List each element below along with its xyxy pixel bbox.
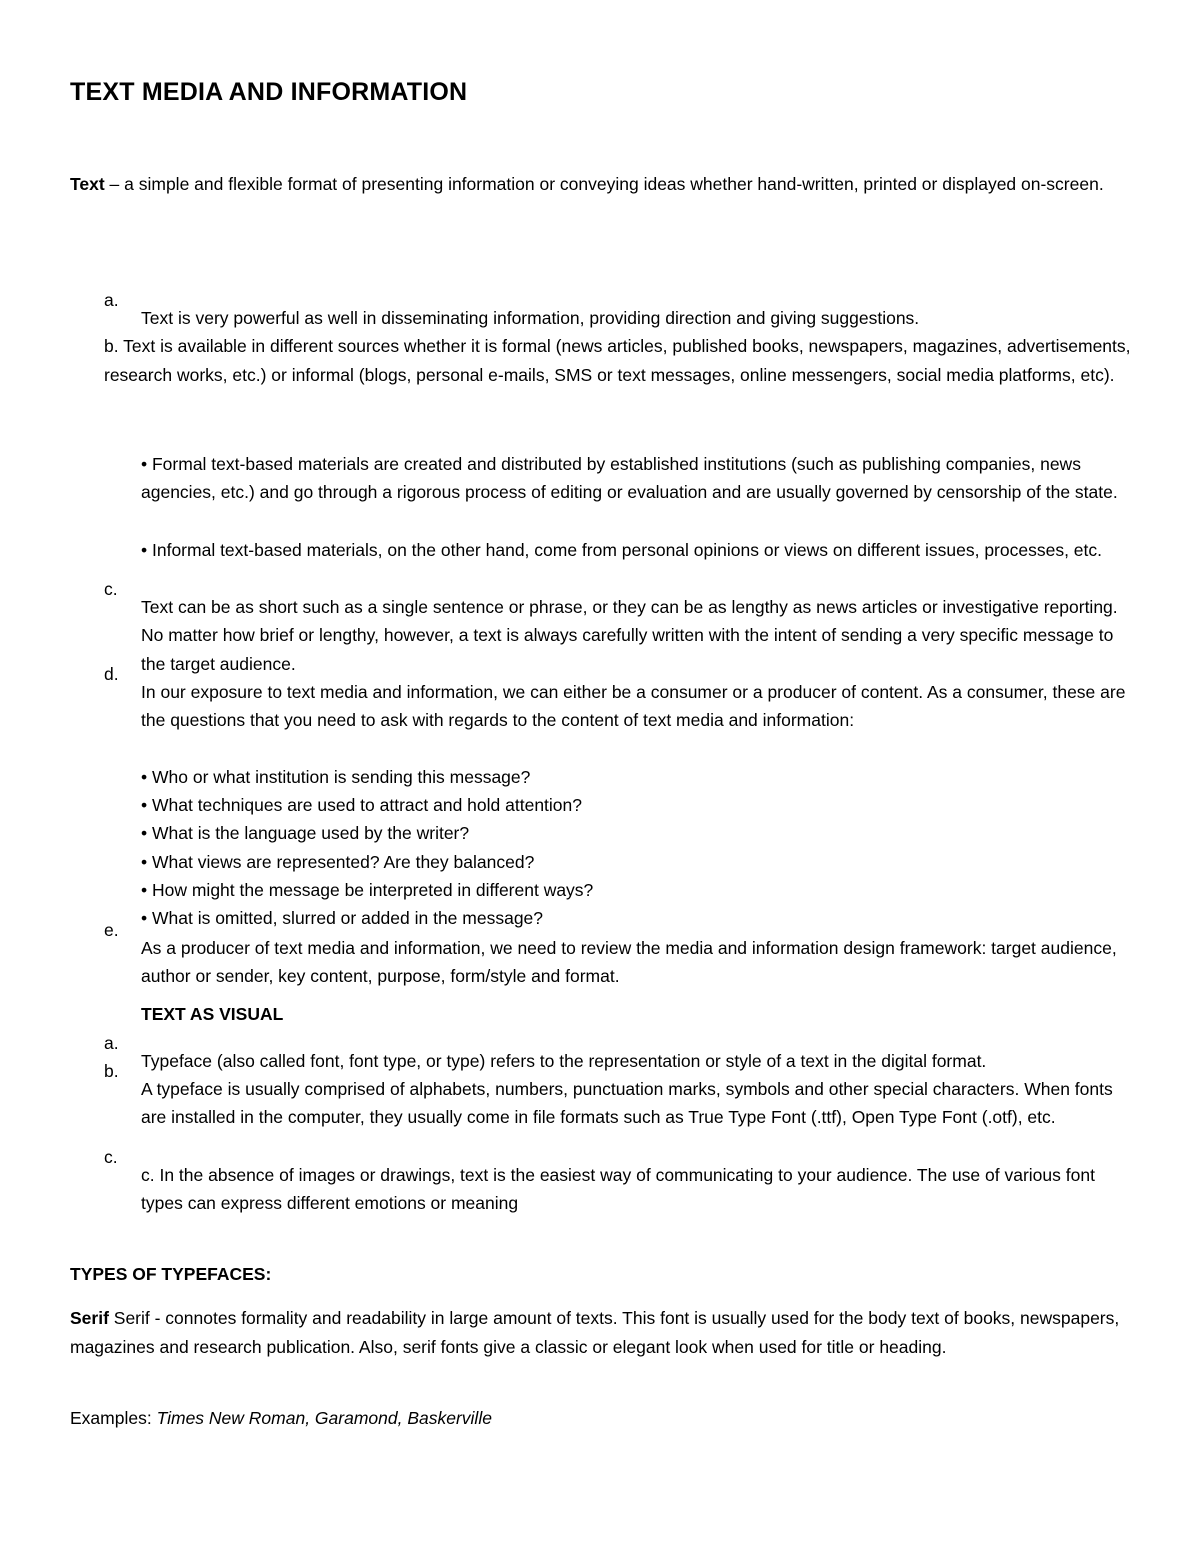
definition-body: – a simple and flexible format of presenting information or conveying ideas whether hand-written, printed or displayed on-screen. bbox=[104, 174, 1104, 194]
examples-values: Times New Roman, Garamond, Baskerville bbox=[156, 1408, 492, 1428]
list-marker-c: c. bbox=[104, 579, 118, 599]
list-marker-d: d. bbox=[104, 664, 119, 684]
list-item-e: As a producer of text media and information, we need to review the media and information design framework: target audience, author or sender, key content, purpose, form/style and format. bbox=[141, 937, 1117, 986]
question-item: • What techniques are used to attract and hold attention? bbox=[141, 794, 582, 815]
list-item-b: b. Text is available in different sources whether it is formal (news articles, published books, newspapers, magazines, advertisements, research works, etc.) or informal (blogs, personal e-mails, SMS or text messages, online messengers, social media platforms, etc). bbox=[104, 336, 1131, 385]
visual-item-c: c. In the absence of images or drawings, text is the easiest way of communicating to your audience. The use of various font types can express different emotions or meaning bbox=[141, 1164, 1095, 1213]
visual-item-b: A typeface is usually comprised of alphabets, numbers, punctuation marks, symbols and other special characters. When fonts are installed in the computer, they usually come in file formats such as True Type Font (.ttf), Open Type Font (.otf), etc. bbox=[141, 1078, 1113, 1127]
serif-body: Serif - connotes formality and readability in large amount of texts. This font is usually used for the body text of books, newspapers, magazines and research publication. Also, serif fonts give a classic or elegant look when used for title or heading. bbox=[70, 1308, 1120, 1357]
definition-term: Text bbox=[70, 174, 105, 194]
question-item: • Who or what institution is sending this message? bbox=[141, 766, 531, 787]
serif-examples bbox=[70, 1404, 1140, 1433]
list-marker-a: a. bbox=[104, 290, 119, 310]
serif-description bbox=[70, 1304, 1140, 1361]
text-definition bbox=[70, 170, 1140, 199]
serif-term: Serif bbox=[70, 1308, 109, 1328]
examples-label: Examples: bbox=[70, 1408, 157, 1428]
question-item: • What views are represented? Are they balanced? bbox=[141, 851, 535, 872]
visual-marker-b: b. bbox=[104, 1061, 119, 1081]
question-item: • How might the message be interpreted in different ways? bbox=[141, 879, 594, 900]
list-marker-e: e. bbox=[104, 920, 119, 940]
visual-item-a: Typeface (also called font, font type, or type) refers to the representation or style of a text in the digital format. bbox=[141, 1050, 987, 1071]
section-heading-types-of-typefaces: TYPES OF TYPEFACES: bbox=[70, 1264, 272, 1284]
bullet-informal: • Informal text-based materials, on the other hand, come from personal opinions or views on different issues, processes, etc. bbox=[141, 539, 1103, 560]
list-item-d: In our exposure to text media and information, we can either be a consumer or a producer of content. As a consumer, these are the questions that you need to ask with regards to the content of text media and information: bbox=[141, 681, 1126, 730]
list-item-a: Text is very powerful as well in disseminating information, providing direction and giving suggestions. bbox=[141, 307, 920, 328]
section-heading-text-as-visual: TEXT AS VISUAL bbox=[141, 1004, 284, 1024]
list-item-c: Text can be as short such as a single sentence or phrase, or they can be as lengthy as news articles or investigative reporting. No matter how brief or lengthy, however, a text is always carefully written with the intent of sending a very specific message to the target audience. bbox=[141, 596, 1118, 674]
page-title: TEXT MEDIA AND INFORMATION bbox=[70, 78, 468, 106]
question-item: • What is the language used by the writer? bbox=[141, 822, 470, 843]
visual-marker-c: c. bbox=[104, 1147, 118, 1167]
bullet-formal: • Formal text-based materials are created and distributed by established institutions (such as publishing companies, news agencies, etc.) and go through a rigorous process of editing or evaluation and are usually governed by censorship of the state. bbox=[141, 453, 1118, 502]
visual-marker-a: a. bbox=[104, 1033, 119, 1053]
question-item: • What is omitted, slurred or added in the message? bbox=[141, 907, 544, 928]
